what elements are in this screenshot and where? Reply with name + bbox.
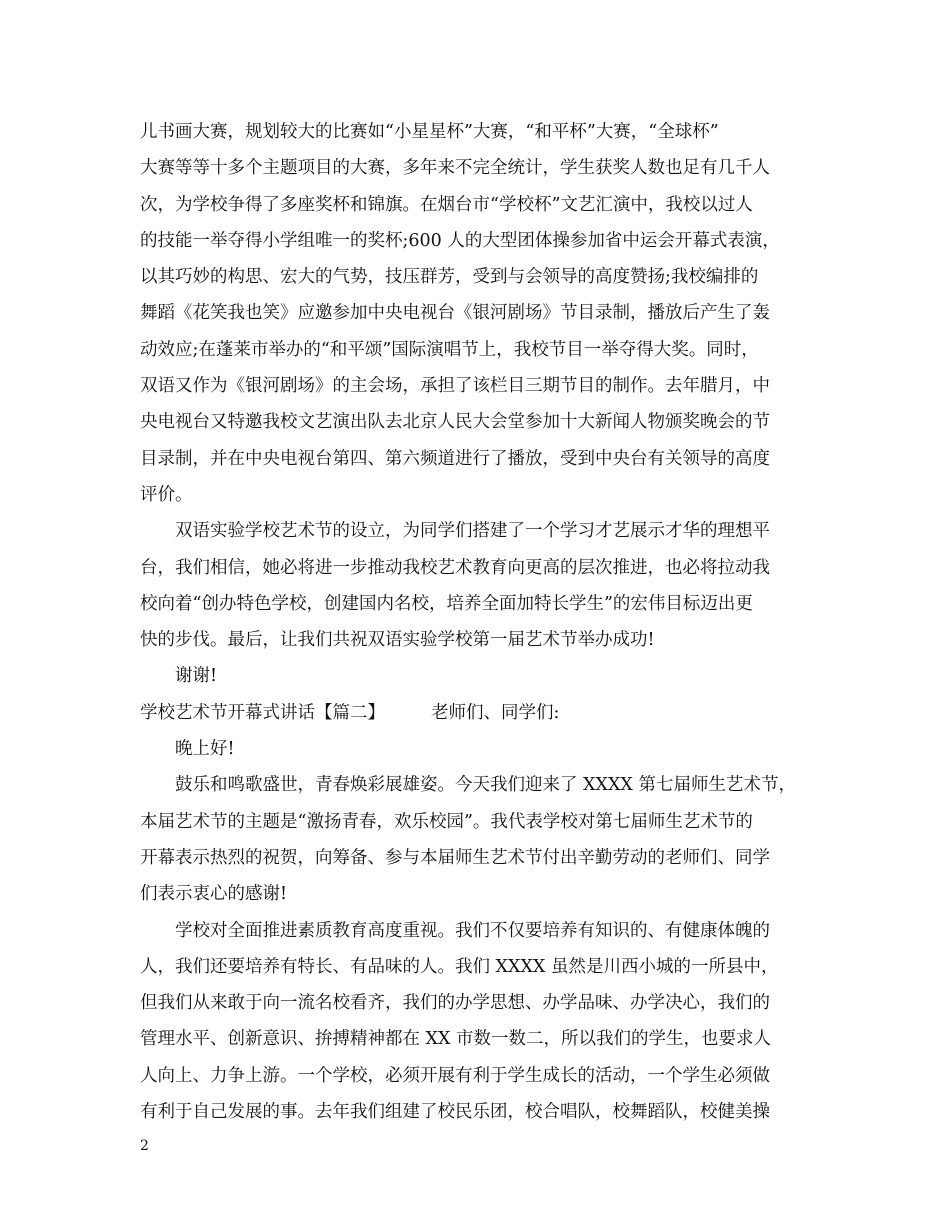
body-text <box>140 114 830 1130</box>
text-line: 本届艺术节的主题是“激扬青春，欢乐校园”。我代表学校对第七届师生艺术节的 <box>140 811 753 832</box>
paragraph-start-line: 学校对全面推进素质教育高度重视。我们不仅要培养有知识的、有健康体魄的 <box>175 920 770 941</box>
salutation: 老师们、同学们: <box>431 702 560 723</box>
text-line: 开幕表示热烈的祝贺，向筹备、参与本届师生艺术节付出辛勤劳动的老师们、同学 <box>140 847 770 868</box>
section-heading-line <box>140 695 830 731</box>
text-line: 的技能一举夺得小学组唯一的奖杯;600 人的大型团体操参加省中运会开幕式表演， <box>140 230 780 251</box>
text-line: 台，我们相信，她必将进一步推动我校艺术教育向更高的层次推进，也必将拉动我 <box>140 557 770 578</box>
text-line: 动效应;在蓬莱市举办的“和平颂”国际演唱节上，我校节目一举夺得大奖。同时， <box>140 339 759 360</box>
text-line: 管理水平、创新意识、拚搏精神都在 XX 市数一数二，所以我们的学生，也要求人 <box>140 1029 772 1050</box>
paragraph-start-line: 双语实验学校艺术节的设立，为同学们搭建了一个学习才艺展示才华的理想平 <box>175 521 770 542</box>
text-line: 以其巧妙的构思、宏大的气势，技压群芳，受到与会领导的高度赞扬;我校编排的 <box>140 267 759 288</box>
greeting-line: 晚上好! <box>175 739 235 760</box>
text-line: 校向着“创办特色学校，创建国内名校，培养全面加特长学生”的宏伟目标迈出更 <box>140 593 753 614</box>
text-line: 们表示衷心的感谢! <box>140 884 288 905</box>
text-line: 舞蹈《花笑我也笑》应邀参加中央电视台《银河剧场》节目录制，播放后产生了轰 <box>140 303 770 324</box>
text-line: 评价。 <box>140 484 193 505</box>
thanks-line: 谢谢! <box>175 666 218 687</box>
section-heading: 学校艺术节开幕式讲话【篇二】 <box>140 702 385 723</box>
text-line: 目录制，并在中央电视台第四、第六频道进行了播放，受到中央台有关领导的高度 <box>140 448 770 469</box>
text-line: 次，为学校争得了多座奖杯和锦旗。在烟台市“学校杯”文艺汇演中，我校以过人 <box>140 194 753 215</box>
text-line: 儿书画大赛，规划较大的比赛如“小星星杯”大赛，“和平杯”大赛，“全球杯” <box>140 122 719 142</box>
text-line: 快的步伐。最后，让我们共祝双语实验学校第一届艺术节举办成功! <box>140 630 655 651</box>
text-line: 但我们从来敢于向一流名校看齐，我们的办学思想、办学品味、办学决心，我们的 <box>140 993 770 1014</box>
text-line: 双语又作为《银河剧场》的主会场，承担了该栏目三期节目的制作。去年腊月，中 <box>140 376 770 397</box>
text-line: 有利于自己发展的事。去年我们组建了校民乐团，校合唱队，校舞蹈队，校健美操 <box>140 1102 770 1123</box>
page-number: 2 <box>140 1138 149 1154</box>
text-line: 人，我们还要培养有特长、有品味的人。我们 XXXX 虽然是川西小城的一所县中， <box>140 956 779 977</box>
text-line: 人向上、力争上游。一个学校，必须开展有利于学生成长的活动，一个学生必须做 <box>140 1065 770 1086</box>
text-line: 大赛等等十多个主题项目的大赛，多年来不完全统计，学生获奖人数也足有几千人 <box>140 158 770 179</box>
text-line: 央电视台又特邀我校文艺演出队去北京人民大会堂参加十大新闻人物颁奖晚会的节 <box>140 412 770 433</box>
paragraph-start-line: 鼓乐和鸣歌盛世，青春焕彩展雄姿。今天我们迎来了 XXXX 第七届师生艺术节， <box>175 775 796 796</box>
